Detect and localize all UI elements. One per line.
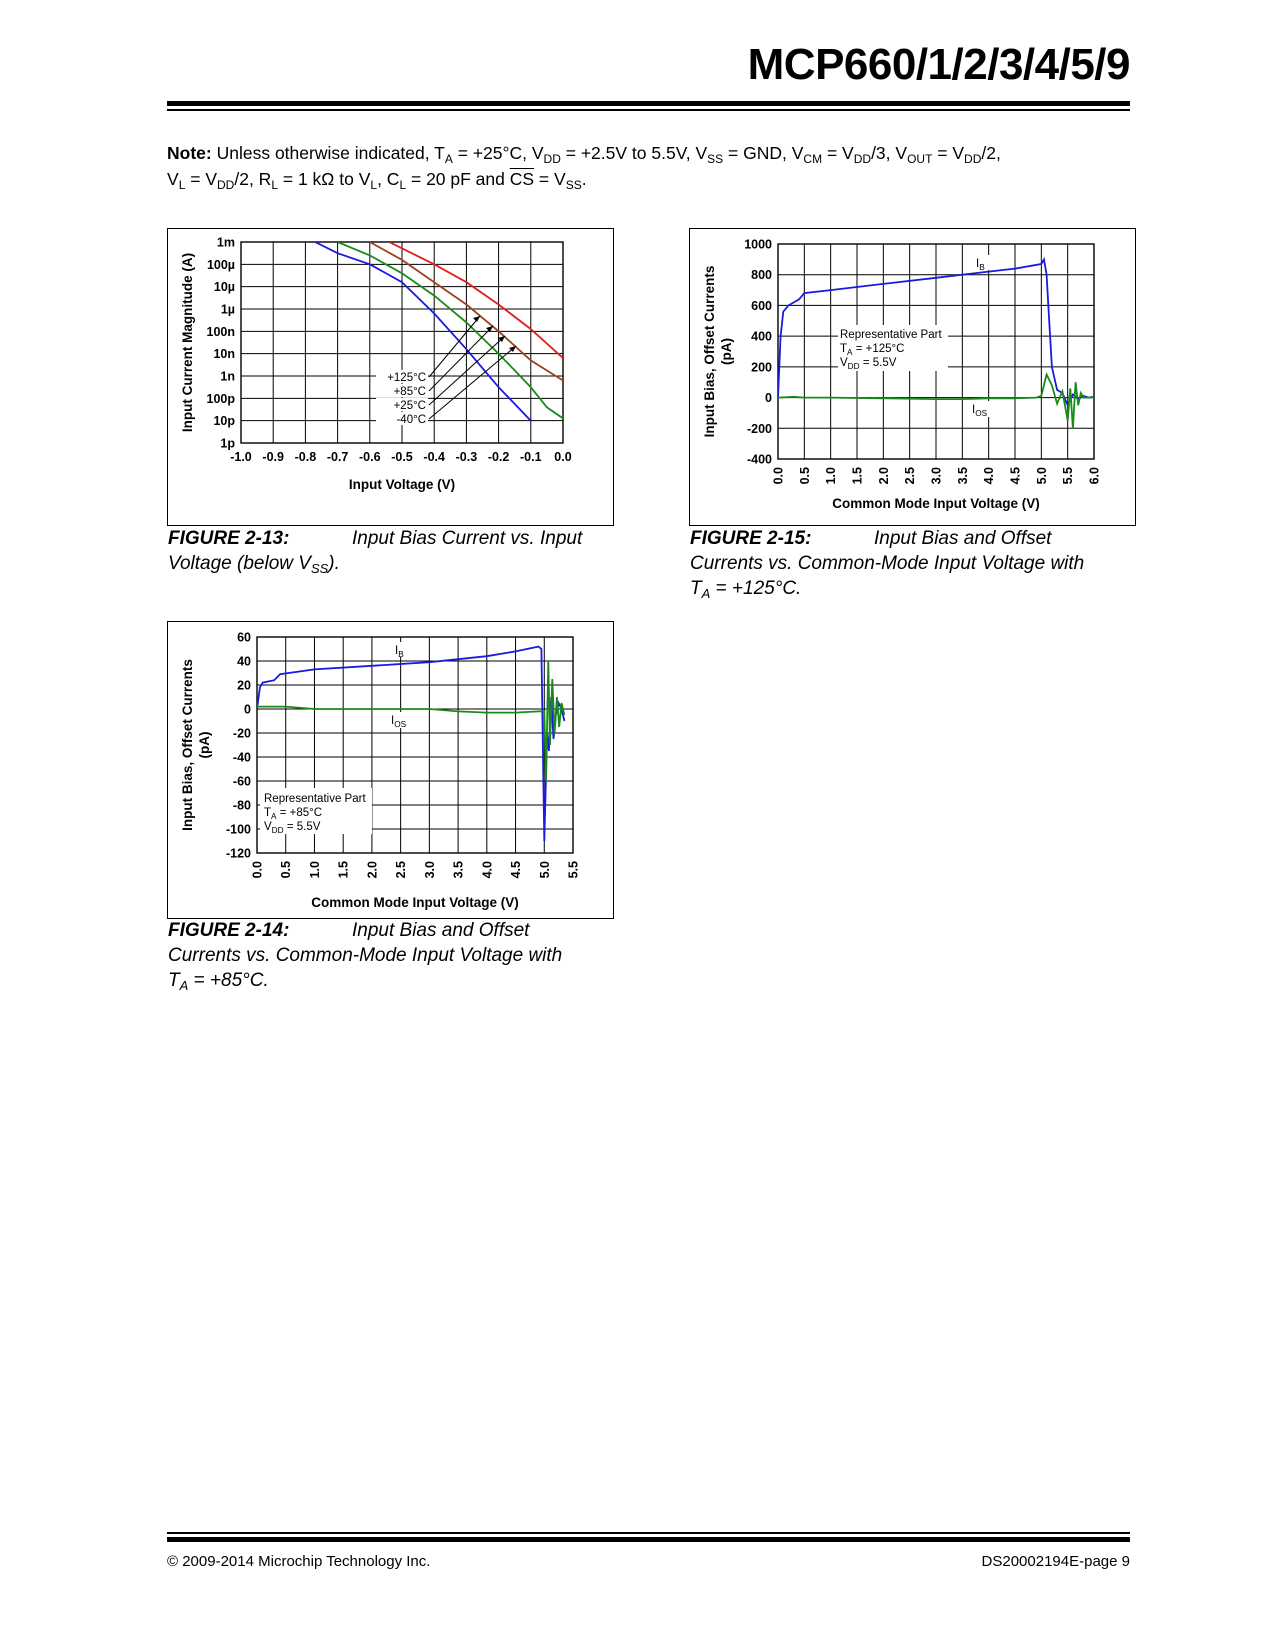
- note-line1: Unless otherwise indicated, $T_A = +25^\circ C$, $V_{DD} = +2.5V$ to 5.5V, $V_{SS}$ = GND, $V_{CM} = V_{DD}/3$, $V_{OUT} = V_{DD}/2$,: [216, 143, 1001, 166]
- annotation-line-3: $V_{DD} = 5.5V$: [840, 357, 897, 371]
- y-tick-label: 60: [237, 630, 251, 645]
- x-tick-label: 6.0: [1087, 467, 1102, 485]
- x-tick-label: 1.0: [824, 467, 839, 485]
- annotation-line-1: Representative Part: [264, 793, 366, 805]
- x-tick-label: -0.2: [487, 450, 510, 464]
- series-line-125c: [389, 242, 563, 358]
- y-tick-label: 100p: [206, 391, 235, 406]
- y-tick-label: -80: [232, 798, 251, 813]
- annotation-line-1: Representative Part: [840, 329, 942, 341]
- y-tick-label: 1n: [220, 369, 235, 384]
- y-tick-label: 400: [751, 329, 772, 344]
- x-tick-label: 5.5: [566, 861, 581, 879]
- label-ios: $I_{OS}$: [391, 715, 407, 729]
- figure-2-13-chart: [167, 228, 614, 526]
- x-tick-label: 1.0: [307, 861, 322, 879]
- legend-label: -40°C: [396, 414, 426, 426]
- y-tick-label: 1m: [216, 235, 235, 250]
- y-tick-label: 100µ: [206, 257, 235, 272]
- y-tick-label: 100n: [206, 324, 235, 339]
- x-tick-label: -1.0: [230, 450, 252, 464]
- note-line2: $V_L = V_{DD}/2$, $R_L = 1$ kΩ to $V_L$, $C_L = 20$ pF and $\overline{CS} = V_{SS}$.: [167, 169, 587, 192]
- figure-2-14-caption: FIGURE 2-14: Input Bias and Offset Currents vs. Common-Mode Input Voltage with $T_A = +85^\circ C$.: [168, 920, 563, 993]
- x-tick-label: -0.6: [359, 450, 381, 464]
- y-tick-label: 1p: [220, 436, 235, 451]
- x-tick-label: 2.0: [365, 861, 380, 879]
- x-tick-label: 1.5: [850, 467, 865, 485]
- y-tick-label: 600: [751, 298, 772, 313]
- legend-pointer-arrow: [473, 316, 480, 322]
- footer-rule-thick: [167, 1537, 1130, 1542]
- y-tick-label: -20: [232, 726, 251, 741]
- x-tick-label: 2.0: [876, 467, 891, 485]
- y-axis-label: Input Bias, Offset Currents: [702, 265, 717, 438]
- y-tick-label: 10n: [213, 347, 235, 362]
- x-tick-label: 0.5: [797, 467, 812, 485]
- annotation-line-3: $V_{DD} = 5.5V$: [264, 821, 321, 835]
- x-tick-label: 4.0: [480, 861, 495, 879]
- label-ib: $I_B$: [395, 645, 404, 659]
- x-tick-label: 0.5: [279, 861, 294, 879]
- figure-2-13-caption: FIGURE 2-13: Input Bias Current vs. Input Voltage (below $V_{SS}$).: [168, 528, 583, 576]
- figure-2-15-number: FIGURE 2-15:: [690, 528, 812, 549]
- x-tick-label: -0.5: [391, 450, 413, 464]
- y-tick-label: -40: [232, 750, 251, 765]
- x-axis-label: Common Mode Input Voltage (V): [311, 895, 519, 910]
- y-tick-label: 800: [751, 268, 772, 283]
- legend-label: +85°C: [393, 386, 426, 398]
- y-tick-label: -60: [232, 774, 251, 789]
- y-tick-label: 0: [765, 391, 772, 406]
- footer-rule-thin: [167, 1532, 1130, 1534]
- x-tick-label: 0.0: [771, 467, 786, 485]
- figure-2-15-plot: [690, 229, 1135, 525]
- x-tick-label: 3.0: [422, 861, 437, 879]
- y-tick-label: 1000: [744, 237, 772, 252]
- legend-pointer-line: [429, 336, 505, 405]
- x-tick-label: -0.7: [326, 450, 349, 464]
- y-axis-label: Input Bias, Offset Currents: [180, 659, 195, 831]
- footer-page-number: DS20002194E-page 9: [981, 1553, 1130, 1570]
- legend-label: +25°C: [393, 400, 426, 412]
- x-tick-label: 1.5: [336, 861, 351, 879]
- y-axis-label: Input Current Magnitude (A): [180, 252, 195, 433]
- x-tick-label: 3.5: [955, 467, 970, 485]
- y-axis-label-unit: (pA): [197, 731, 212, 759]
- figure-2-14-plot: [168, 622, 613, 918]
- conditions-note: [167, 140, 1127, 192]
- y-tick-label: -100: [225, 822, 251, 837]
- x-tick-label: -0.8: [294, 450, 317, 464]
- y-tick-label: 10p: [213, 414, 235, 429]
- x-tick-label: 3.0: [929, 467, 944, 485]
- figure-2-15-chart: [689, 228, 1136, 526]
- x-tick-label: 0.0: [554, 450, 572, 464]
- x-axis-label: Common Mode Input Voltage (V): [832, 496, 1040, 511]
- x-tick-label: 2.5: [903, 467, 918, 485]
- figure-2-15-caption: FIGURE 2-15: Input Bias and Offset Currents vs. Common-Mode Input Voltage with $T_A = +125^\circ C$.: [690, 528, 1085, 601]
- x-axis-label: Input Voltage (V): [348, 477, 456, 492]
- label-ib: $I_B$: [976, 258, 985, 272]
- x-tick-label: 5.0: [1034, 467, 1049, 485]
- legend-pointer-line: [429, 326, 493, 391]
- annotation-line-2: $T_A = +125^\circ C$: [840, 343, 905, 357]
- y-tick-label: -200: [746, 421, 772, 436]
- x-tick-label: -0.1: [520, 450, 542, 464]
- y-tick-label: 0: [244, 702, 251, 717]
- x-tick-label: 5.5: [1061, 467, 1076, 485]
- document-title: MCP660/1/2/3/4/5/9: [747, 40, 1130, 89]
- figure-2-13-plot: [168, 229, 613, 525]
- y-tick-label: 1µ: [220, 302, 235, 317]
- x-tick-label: 4.0: [982, 467, 997, 485]
- x-tick-label: 5.0: [537, 861, 552, 879]
- figure-2-14-chart: [167, 621, 614, 919]
- x-tick-label: 4.5: [509, 861, 524, 879]
- header-rule-thick: [167, 101, 1130, 106]
- y-tick-label: 200: [751, 360, 772, 375]
- x-tick-label: 0.0: [250, 861, 265, 879]
- x-tick-label: -0.3: [455, 450, 478, 464]
- note-label: Note:: [167, 143, 212, 163]
- x-tick-label: 4.5: [1008, 467, 1023, 485]
- x-tick-label: -0.9: [262, 450, 284, 464]
- y-tick-label: 20: [237, 678, 251, 693]
- x-tick-label: 2.5: [394, 861, 409, 879]
- y-tick-label: 10µ: [213, 280, 235, 295]
- y-tick-label: -400: [746, 452, 772, 467]
- y-tick-label: 40: [237, 654, 251, 669]
- label-ios: $I_{OS}$: [972, 404, 988, 418]
- y-axis-label-unit: (pA): [719, 338, 734, 365]
- figure-2-14-number: FIGURE 2-14:: [168, 920, 290, 941]
- footer-copyright: © 2009-2014 Microchip Technology Inc.: [167, 1553, 431, 1570]
- header-rule-thin: [167, 109, 1130, 111]
- annotation-line-2: $T_A = +85^\circ C$: [264, 807, 323, 821]
- legend-label: +125°C: [387, 372, 426, 384]
- x-tick-label: 3.5: [451, 861, 466, 879]
- figure-2-13-number: FIGURE 2-13:: [168, 528, 290, 549]
- x-tick-label: -0.4: [423, 450, 445, 464]
- y-tick-label: -120: [225, 846, 251, 861]
